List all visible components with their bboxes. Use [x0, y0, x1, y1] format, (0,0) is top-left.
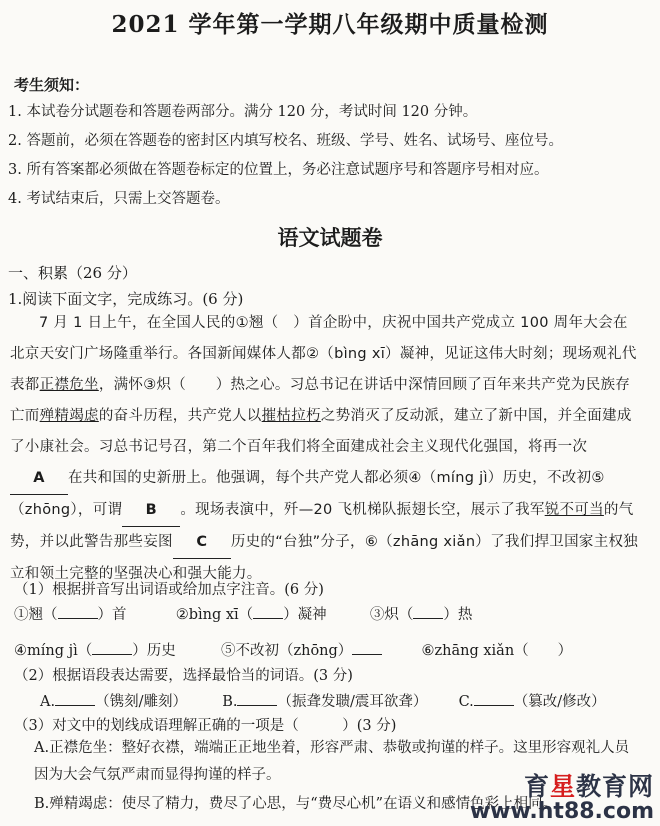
exam-title: 2021 学年第一学期八年级期中质量检测 [111, 11, 549, 38]
underlined-idiom: 殚精竭虑 [39, 408, 99, 424]
subquestion-2-options: A. （镌刻/雕刻） B. （振聋发聩/震耳欲聋） C. （篡改/修改） [40, 694, 606, 710]
option-a: A.正襟危坐：整好衣襟，端端正正地坐着，形容严肃、恭敬或拘谨的样子。这里形容观礼人员因为大会气氛严肃而显得拘谨的样子。 [34, 740, 630, 783]
underlined-idiom: 摧枯拉朽 [261, 408, 321, 424]
section-heading: 一、积累（26 分） [8, 264, 137, 282]
subquestion-2-heading: （2）根据语段表达需要，选择最恰当的词语。(3 分) [14, 668, 353, 684]
notice-item-2: 2. 答题前，必须在答题卷的密封区内填写校名、班级、学号、姓名、试场号、座位号。 [8, 133, 563, 149]
option-b: B.殚精竭虑：使尽了精力，费尽了心思，与“费尽心机”在语义和感情色彩上相同。 [34, 796, 558, 812]
underlined-idiom: 正襟危坐 [39, 377, 99, 393]
subquestion-1-row-2: ④míng jì（ ）历史 ⑤不改初（zhōng） ⑥zhāng xiǎn（ ） [14, 643, 573, 659]
paper-subtitle: 语文试题卷 [277, 225, 383, 250]
underlined-idiom: 锐不可当 [544, 502, 604, 518]
blank-a: A [10, 463, 68, 495]
notice-heading: 考生须知： [14, 76, 90, 94]
notice-item-1: 1. 本试卷分试题卷和答题卷两部分。满分 120 分，考试时间 120 分钟。 [8, 104, 478, 120]
site-watermark: 育星教育网 www.ht88.com [469, 772, 654, 824]
blank-b: B [122, 495, 180, 527]
notice-item-4: 4. 考试结束后，只需上交答题卷。 [8, 191, 230, 207]
blank-c: C [173, 527, 231, 559]
question-1-prompt: 1.阅读下面文字，完成练习。(6 分) [8, 290, 244, 308]
notice-item-3: 3. 所有答案都必须做在答题卷标定的位置上，务必注意试题序号和答题序号相对应。 [8, 162, 549, 178]
subquestion-1-heading: （1）根据拼音写出词语或给加点字注音。(6 分) [14, 582, 324, 598]
reading-passage: 7 月 1 日上午，在全国人民的①翘（ ）首企盼中，庆祝中国共产党成立 100 周年大会在北京天安门广场隆重举行。各国新闻媒体人都②（bìng xī）凝神，见证这伟大时刻；现场观礼代表都正襟危坐，满怀③炽（ ）热之心。习总书记在讲话中深情回顾了百年来共产党为民族存亡而殚精竭虑的奋斗历程，共产党人以摧枯拉朽之势消灭了反动派，建立了新中国，并全面建成了小康社会。习总书记号召，第二个百年我们将全面建成社会主义现代化强国，将再一次A 在共和国的史新册上。他强调，每个共产党人都必须④（míng jì）历史，不改初⑤（zhōng），可谓 B 。现场表演中，歼—20 飞机梯队振翅长空，展示了我军锐不可当的气势，并以此警告那些妄图 C 历史的“台独”分子，⑥（zhāng xiǎn）了我们捍卫国家主权独立和领土完整的坚强决心和强大能力。 [10, 315, 639, 582]
subquestion-3-heading: （3）对文中的划线成语理解正确的一项是（ ）(3 分) [14, 718, 397, 734]
subquestion-1-row-1: ①翘（ ）首 ②bìng xī（ ）凝神 ③炽（ ）热 [14, 607, 473, 623]
